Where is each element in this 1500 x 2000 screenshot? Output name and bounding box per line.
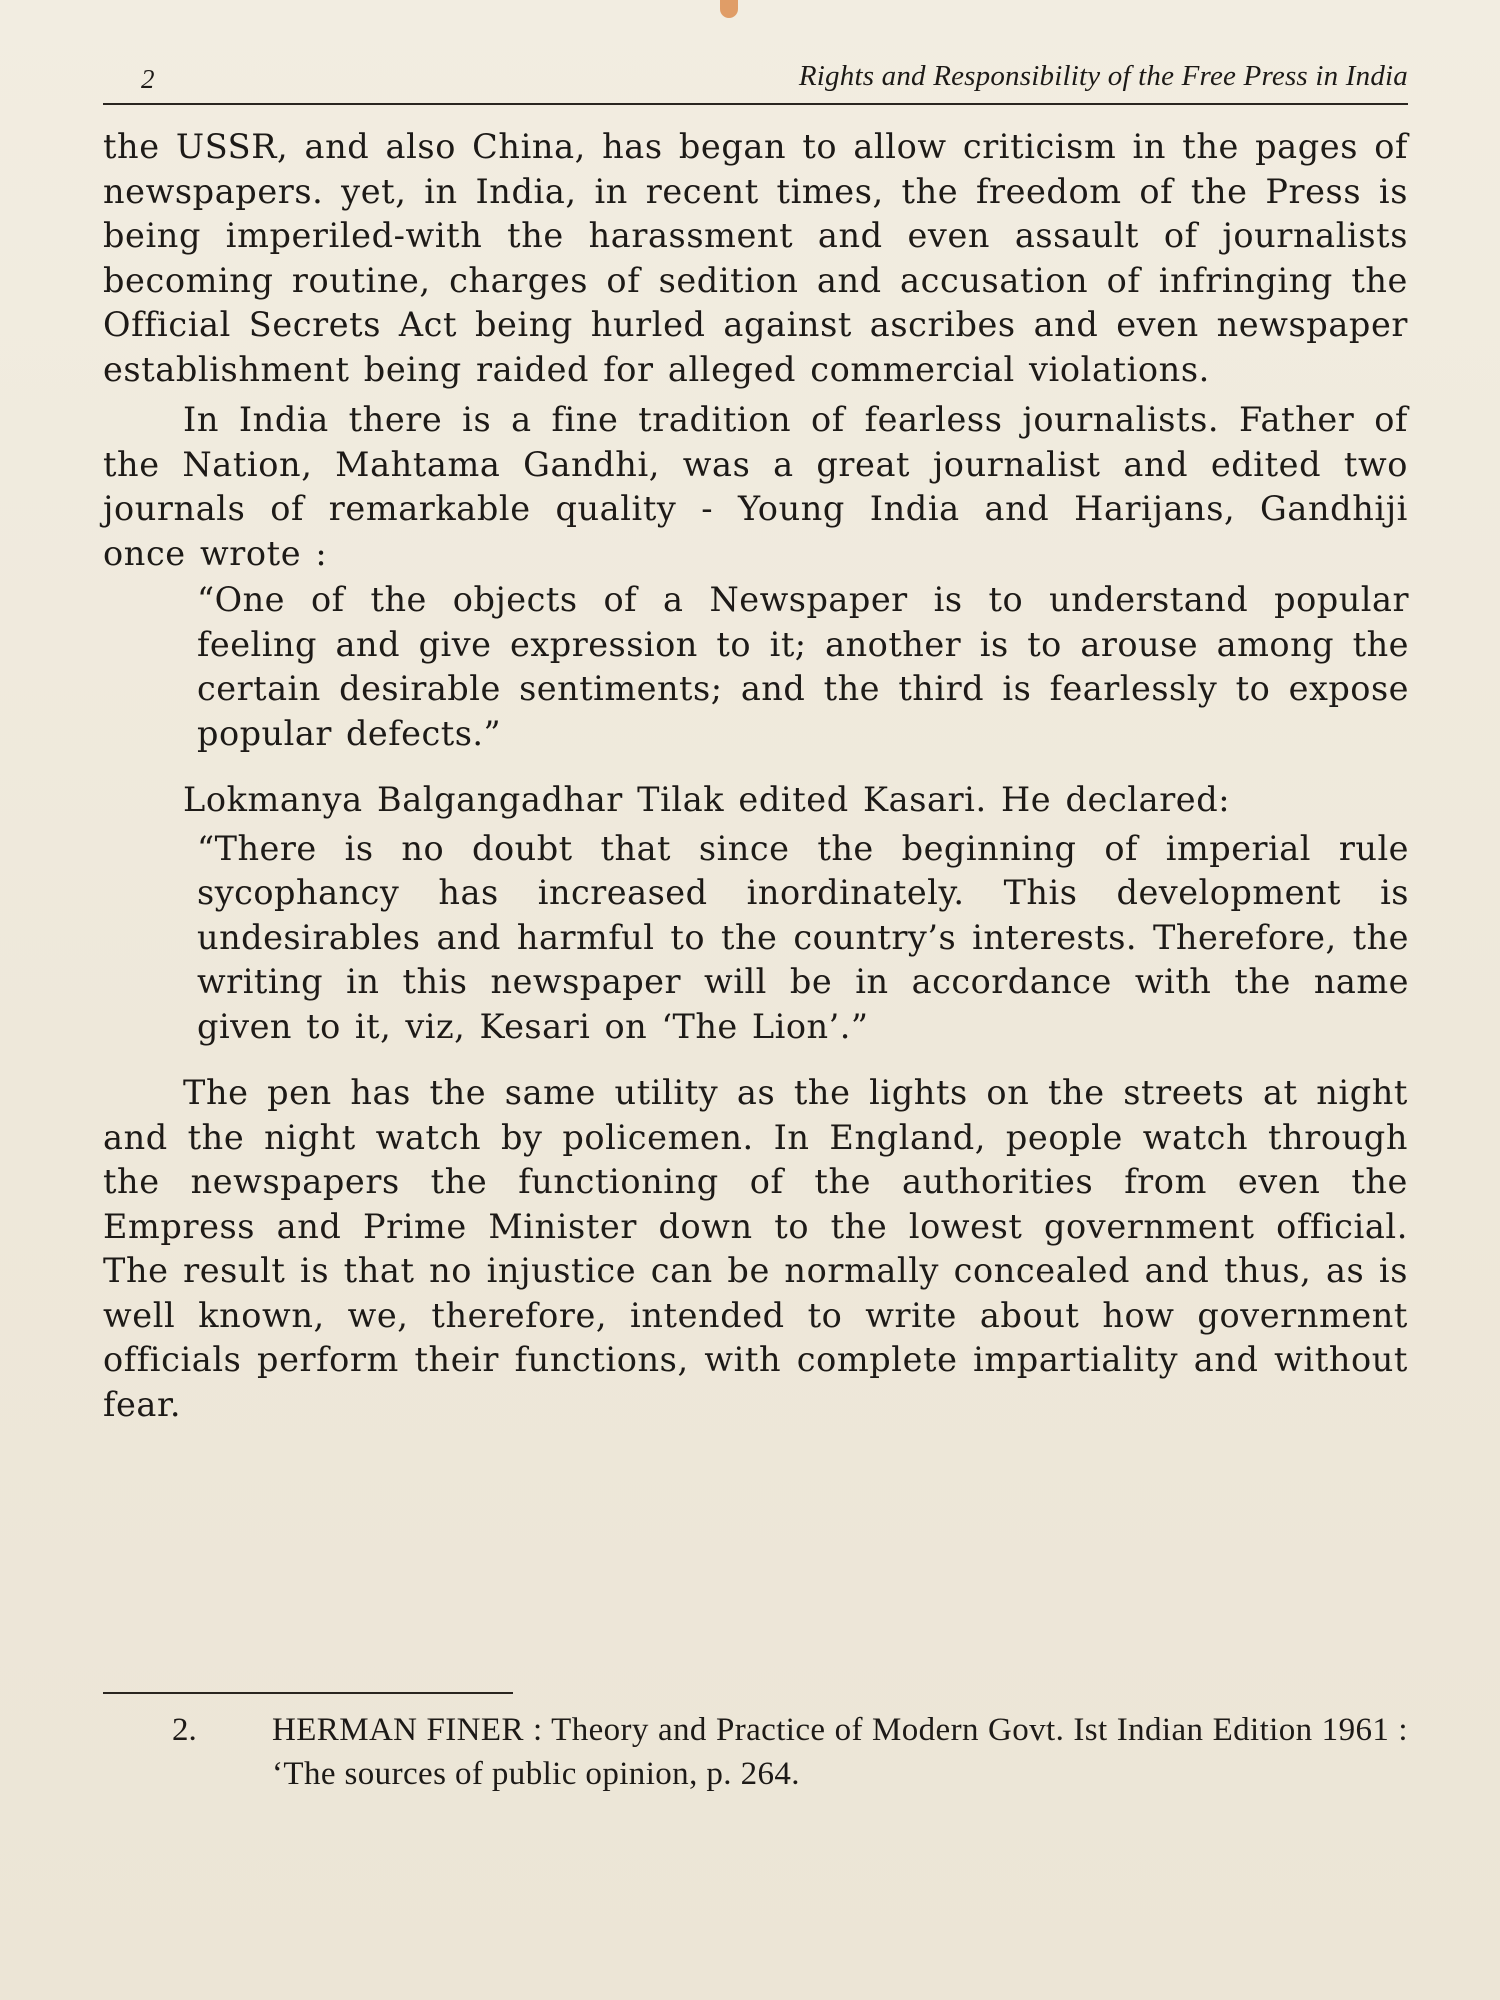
header-rule (103, 103, 1408, 105)
paragraph-3: Lokmanya Balgangadhar Tilak edited Kasari. He declared: (183, 780, 1231, 819)
ink-stain (720, 0, 738, 18)
gandhi-quote: “One of the objects of a Newspaper is to understand popular feeling and give expression to it; another is to arouse among the certain desirable sentiments; and the third is fearlessly to expose popular defects.” (197, 580, 1409, 753)
paragraph-1: the USSR, and also China, has began to allow criticism in the pages of newspapers. yet, in India, in recent times, the freedom of the Press is being imperiled-with the harassment and even assault of journalists becoming routine, charges of sedition and accusation of infringing the Official Secrets Act being hurled against ascribes and even newspaper establishment being raided for alleged commercial violations. (103, 127, 1408, 389)
running-title: Rights and Responsibility of the Free Press in India (798, 60, 1408, 92)
footnote (172, 1708, 1408, 1796)
page-number: 2 (141, 64, 155, 94)
body-text (103, 125, 1408, 1427)
paragraph-2: In India there is a fine tradition of fearless journalists. Father of the Nation, Mahtama Gandhi, was a great journalist and edited two journals of remarkable quality - Young India and Harijans, Gandhiji once wrote : (103, 400, 1408, 573)
paragraph-4: The pen has the same utility as the lights on the streets at night and the night watch by policemen. In England, people watch through the newspapers the functioning of the authorities from even the Empress and Prime Minister down to the lowest government official. The result is that no injustice can be normally concealed and thus, as is well known, we, therefore, intended to write about how government officials perform their functions, with complete impartiality and without fear. (103, 1073, 1408, 1424)
footnote-number: 2. (172, 1712, 197, 1748)
tilak-quote: “There is no doubt that since the beginning of imperial rule sycophancy has increased inordinately. This development is undesirables and harmful to the country’s interests. Therefore, the writing in this newspaper will be in accordance with the name given to it, viz, Kesari on ‘The Lion’.” (197, 828, 1409, 1046)
footnote-rule (103, 1692, 513, 1694)
footnote-text: HERMAN FINER : Theory and Practice of Modern Govt. Ist Indian Edition 1961 : ‘The sources of public opinion, p. 264. (272, 1712, 1408, 1792)
page-header (103, 58, 1408, 98)
